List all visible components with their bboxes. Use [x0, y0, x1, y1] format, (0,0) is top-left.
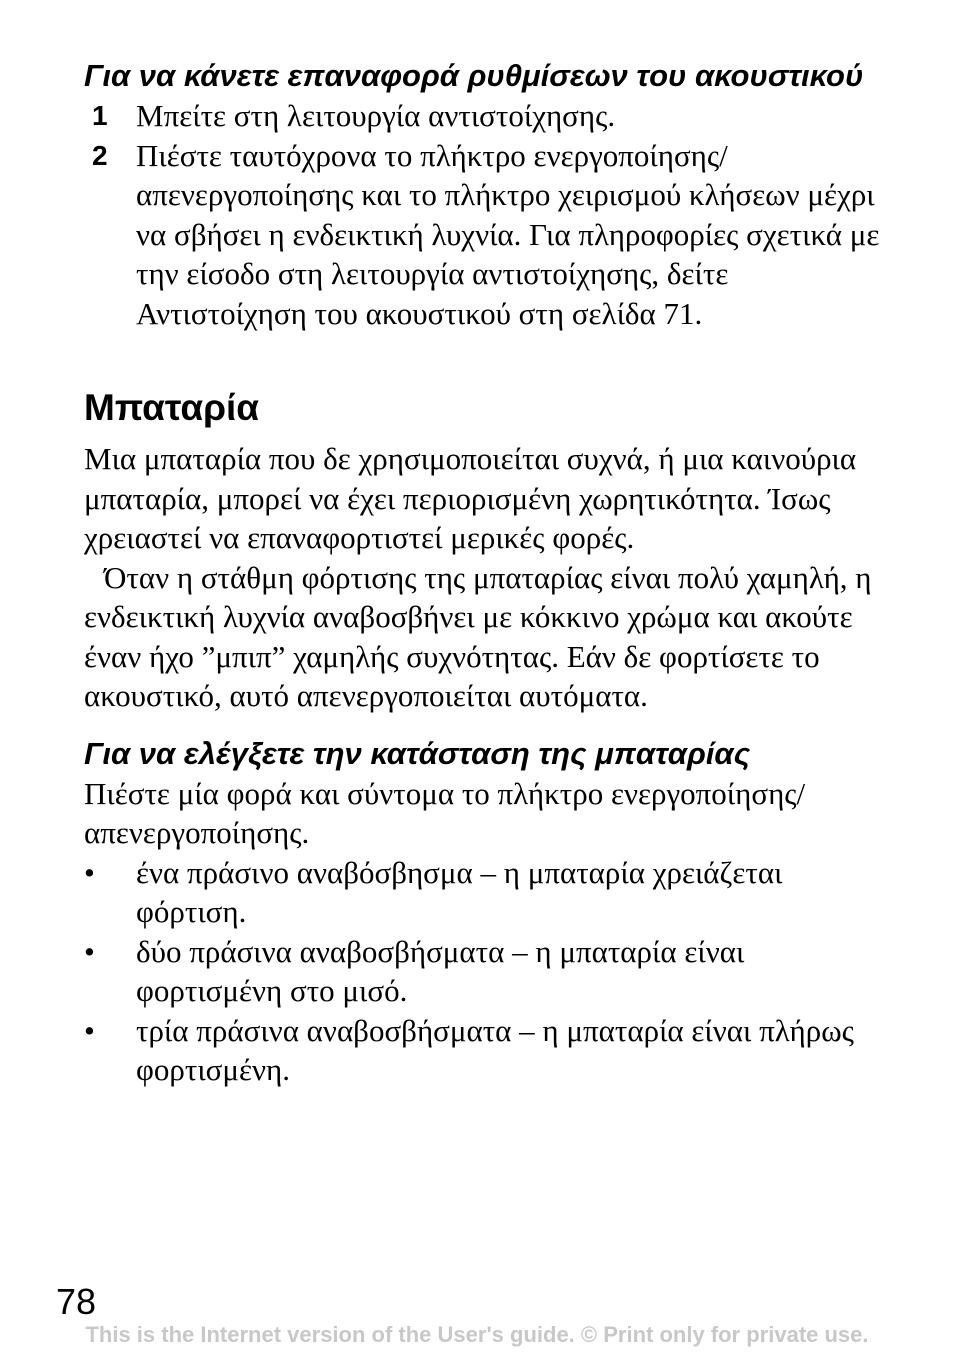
list-item — [84, 853, 890, 932]
list-item-text: ένα πράσινο αναβόσβησμα – η μπαταρία χρειάζεται φόρτιση. — [136, 854, 783, 929]
list-item-text: δύο πράσινα αναβοσβήσματα – η μπαταρία είναι φορτισμένη στο μισό. — [136, 933, 745, 1008]
list-item — [84, 932, 890, 1011]
reset-heading: Για να κάνετε επαναφορά ρυθμίσεων του ακουστικού — [84, 58, 864, 93]
step-number: 1 — [92, 100, 108, 131]
bullet-icon: • — [84, 933, 95, 969]
step-text: Πιέστε ταυτόχρονα το πλήκτρο ενεργοποίησης/ απενεργοποίησης και το πλήκτρο χειρισμού κλήσεων μέχρι να σβήσει η ενδεικτική λυχνία. Για πληροφορίες σχετικά με την είσοδο στη λειτουργία αντιστοίχησης, δείτε Αντιστοίχηση του ακουστικού στη σελίδα 71. — [136, 137, 880, 331]
reset-steps — [84, 96, 890, 333]
battery-paragraph-2: Όταν η στάθμη φόρτισης της μπαταρίας είναι πολύ χαμηλή, η ενδεικτική λυχνία αναβοσβήνει με κόκκινο χρώμα και ακούτε έναν ήχο ”μπιπ” χαμηλής συχνότητας. Εάν δε φορτίσετε το ακουστικό, αυτό απενεργοποιείται αυτόματα. — [84, 559, 872, 713]
page-number: 78 — [56, 1281, 97, 1322]
step-number: 2 — [92, 139, 108, 171]
step-item — [84, 96, 890, 136]
footer-note: This is the Internet version of the User's guide. © Print only for private use. — [85, 1322, 869, 1347]
battery-heading: Μπαταρία — [84, 387, 260, 428]
check-status-intro: Πιέστε μία φορά και σύντομα το πλήκτρο ενεργοποίησης/απενεργοποίησης. — [84, 775, 806, 850]
list-item-text: τρία πράσινα αναβοσβήσματα – η μπαταρία είναι πλήρως φορτισμένη. — [136, 1012, 854, 1087]
step-item — [84, 136, 890, 334]
step-text: Μπείτε στη λειτουργία αντιστοίχησης. — [136, 98, 616, 133]
bullet-icon: • — [84, 854, 95, 890]
battery-paragraph-1: Μια μπαταρία που δε χρησιμοποιείται συχνά, ή μια καινούρια μπαταρία, μπορεί να έχει περιορισμένη χωρητικότητα. Ίσως χρειαστεί να επαναφορτιστεί μερικές φορές. — [84, 441, 857, 555]
battery-status-list — [84, 853, 890, 1090]
bullet-icon: • — [84, 1012, 95, 1048]
check-status-heading: Για να ελέγξετε την κατάσταση της μπαταρίας — [84, 735, 751, 771]
list-item — [84, 1011, 890, 1090]
page-content — [84, 56, 890, 1090]
